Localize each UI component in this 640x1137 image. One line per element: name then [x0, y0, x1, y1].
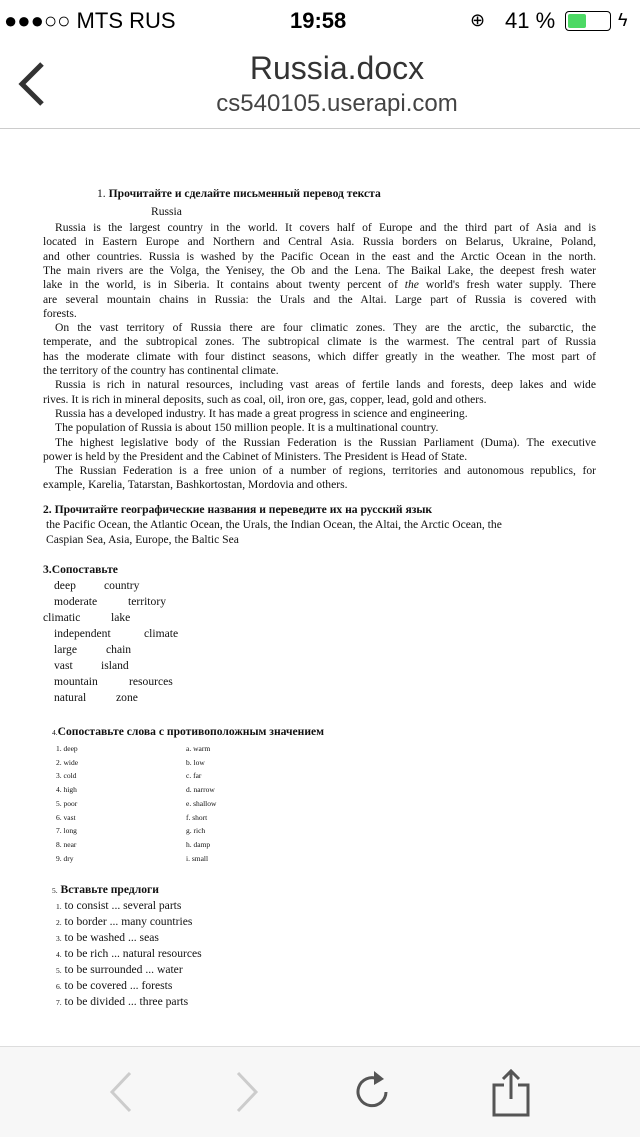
item-number: 2.: [56, 918, 62, 927]
task4-heading: 4.Сопоставьте слова с противоположным значением: [52, 725, 325, 738]
rotation-lock-icon: ⊕: [470, 10, 486, 30]
charging-icon: ϟ: [618, 10, 628, 30]
antonym-left: 7. long: [56, 826, 77, 836]
task2-line: the Pacific Ocean, the Atlantic Ocean, the Urals, the Indian Ocean, the Altai, the Arctic Ocean, the: [46, 518, 502, 531]
text-line: temperate, and the subtropical zones. The subtropical climate is the warmest. The central part of Russia: [43, 335, 596, 349]
antonym-left: 3. cold: [56, 771, 77, 781]
text-line: The Russian Federation is a free union of a number of regions, territories and autonomous republics, for: [55, 464, 596, 478]
antonym-left: 9. dry: [56, 853, 74, 863]
status-bar: [0, 0, 640, 40]
antonym-right: g. rich: [186, 826, 206, 836]
item-text: to be divided ... three parts: [64, 995, 189, 1008]
item-number: 3.: [56, 934, 62, 943]
battery-percent: 41 %: [505, 8, 556, 33]
antonym-right: i. small: [186, 853, 209, 863]
text-line: Russia has a developed industry. It has made a great progress in science and engineering.: [55, 406, 468, 420]
item-text: to be washed ... seas: [64, 931, 159, 944]
match-word: resources: [129, 675, 173, 688]
match-word: vast: [54, 659, 73, 672]
antonym-left: 8. near: [56, 839, 77, 849]
match-word: natural: [54, 691, 87, 704]
item-number: 5.: [56, 966, 62, 975]
reload-icon[interactable]: [348, 1067, 398, 1117]
text-line: Russia is the largest country in the world. It covers half of Europe and the third part of Asia and is: [55, 221, 596, 234]
task3-heading: 3.Сопоставьте: [43, 563, 118, 576]
bottom-toolbar: [0, 1046, 640, 1137]
preposition-item: [56, 995, 188, 1010]
match-word: large: [54, 643, 77, 656]
text-line: are several mountain chains in Russia: the Urals and the Altai. Large part of Russia is covered with: [43, 292, 596, 306]
match-word: island: [101, 659, 129, 672]
forward-nav-icon[interactable]: [220, 1067, 270, 1117]
preposition-item: [56, 979, 172, 994]
match-word: independent: [54, 627, 111, 640]
match-word: moderate: [54, 595, 98, 608]
task2-heading: 2. Прочитайте географические названия и переведите их на русский язык: [43, 503, 433, 516]
share-icon[interactable]: [486, 1067, 536, 1117]
preposition-item: [56, 931, 159, 946]
text-line: Russia is rich in natural resources, including vast areas of fertile lands and forests, deep lakes and wide: [55, 378, 596, 392]
item-text: to be surrounded ... water: [64, 963, 183, 976]
item-number: 1.: [56, 902, 62, 911]
text-line: has the moderate climate with four distinct seasons, which differ greatly in the weather. The most part of: [43, 349, 596, 363]
text-heading: Russia: [151, 205, 182, 218]
text-line: The population of Russia is about 150 million people. It is a multinational country.: [55, 421, 439, 435]
task5-heading: 5. Вставьте предлоги: [52, 883, 159, 896]
text-line: On the vast territory of Russia there are four climatic zones. They are the arctic, the subarctic, the: [55, 321, 596, 335]
antonym-right: c. far: [186, 771, 202, 781]
document-content: [0, 128, 640, 1046]
text-line: the territory of the country has continental climate.: [43, 364, 279, 377]
antonym-right: a. warm: [186, 744, 211, 753]
document-host: cs540105.userapi.com: [216, 90, 458, 117]
antonym-right: h. damp: [186, 839, 211, 849]
text-line: forests.: [43, 306, 77, 320]
item-text: to be rich ... natural resources: [64, 947, 202, 960]
text-line: rives. It is rich in mineral deposits, such as coal, oil, iron ore, gas, copper, lead, gold and others.: [43, 392, 487, 406]
match-word: deep: [54, 579, 76, 592]
task1-heading: 1. Прочитайте и сделайте письменный перевод текста: [97, 187, 381, 200]
item-text: to border ... many countries: [64, 915, 193, 928]
antonym-left: 2. wide: [56, 757, 79, 767]
clock: 19:58: [290, 8, 347, 33]
antonym-left: 6. vast: [56, 812, 76, 822]
match-word: mountain: [54, 675, 98, 688]
back-nav-icon[interactable]: [98, 1067, 148, 1117]
navigation-header: [0, 40, 640, 129]
antonym-right: f. short: [186, 812, 208, 822]
document-title: Russia.docx: [249, 50, 425, 86]
antonym-right: e. shallow: [186, 798, 217, 808]
match-word: lake: [111, 611, 131, 624]
match-word: climatic: [43, 611, 81, 624]
item-text: to consist ... several parts: [64, 899, 182, 912]
match-word: chain: [106, 643, 132, 656]
text-line: example, Karelia, Tatarstan, Bashkortostan, Mordovia and others.: [43, 478, 348, 492]
text-line: and other countries. Russia is washed by the Pacific Ocean in the east and the Arctic Ocean in the north.: [43, 249, 596, 263]
task2-line: Caspian Sea, Asia, Europe, the Baltic Sea: [46, 533, 239, 546]
battery-icon: [565, 11, 611, 31]
preposition-item: [56, 915, 192, 930]
antonym-left: 4. high: [56, 785, 77, 795]
text-line: The highest legislative body of the Russian Federation is the Russian Parliament (Duma). The executive: [55, 435, 596, 449]
item-number: 7.: [56, 998, 62, 1007]
text-line: The main rivers are the Volga, the Yenisey, the Ob and the Lena. The Baikal Lake, the deepest fresh water: [43, 263, 596, 277]
antonym-left: 1. deep: [56, 744, 78, 753]
item-number: 6.: [56, 982, 62, 991]
item-number: 4.: [56, 950, 62, 959]
antonym-right: b. low: [186, 757, 205, 767]
match-word: climate: [144, 627, 179, 640]
carrier: ●●●○○ MTS RUS: [4, 8, 176, 33]
preposition-item: [56, 899, 181, 914]
preposition-item: [56, 963, 183, 978]
match-word: country: [104, 579, 140, 592]
item-text: to be covered ... forests: [64, 979, 173, 992]
antonym-right: d. narrow: [186, 785, 215, 795]
preposition-item: [56, 947, 202, 962]
match-word: territory: [128, 595, 166, 608]
text-line: lake in the world, is in Siberia. It contains about twenty percent of the world's fresh water supply. There: [43, 278, 596, 292]
text-line: located in Eastern Europe and Northern and Central Asia. Russia borders on Belarus, Ukraine, Poland,: [43, 235, 596, 249]
text-line: power is held by the President and the Cabinet of Ministers. The President is Head of State.: [43, 449, 468, 463]
match-word: zone: [116, 691, 138, 704]
antonym-left: 5. poor: [56, 798, 78, 808]
